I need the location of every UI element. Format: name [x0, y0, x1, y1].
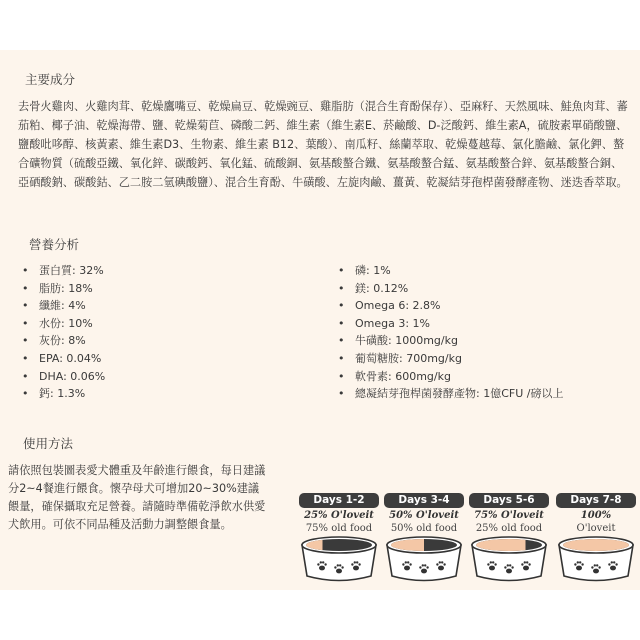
new-food-percent: 25% O'loveit	[304, 510, 374, 521]
ingredients-text: 去骨火雞肉、火雞肉茸、乾燥鷹嘴豆、乾燥扁豆、乾燥豌豆、雞脂肪（混合生育酚保存）、亞麻籽、天然風味、鮭魚肉茸、蕃茄粕、椰子油、乾燥海帶、鹽、乾燥菊苣、磷酸二鈣、維生素（維生素E、菸鹼酸、D-泛酸鈣、維生素A，硫胺素單硝酸鹽、鹽酸吡哆醇、核黃素、維生素D3、生物素、維生素 B12、葉酸）、南瓜籽、絲蘭萃取、乾燥蔓越莓、氯化膽鹼、氯化鉀、螯合礦物質（硫酸亞鐵、氧化鋅、碳酸鈣、氧化錳、硫酸銅、氨基酸螯合鐵、氨基酸螯合錳、氨基酸螯合鋅、氨基酸螯合銅、亞硒酸鈉、碳酸鈷、乙二胺二氫碘酸鹽）、混合生育酚、牛磺酸、左旋肉鹼、薑黃、乾凝結芽孢桿菌發酵產物、迷迭香萃取。	[18, 100, 628, 189]
nutrition-item: • 蛋白質: 32%	[20, 262, 105, 280]
nutrition-item: • 脂肪: 18%	[20, 280, 105, 298]
nutrition-item: • 總凝結芽孢桿菌發酵產物: 1億CFU /磅以上	[336, 385, 563, 403]
nutrition-item: • 鈣: 1.3%	[20, 385, 105, 403]
nutrition-item: • 水份: 10%	[20, 315, 105, 333]
nutrition-item: • 軟骨素: 600mg/kg	[336, 368, 563, 386]
bowl-stage-2	[381, 493, 467, 588]
old-food-percent: 50% old food	[390, 523, 458, 534]
days-label: Days 5-6	[469, 493, 549, 508]
bowl-icon	[466, 536, 552, 586]
bowl-stage-1	[296, 493, 382, 588]
new-food-percent: 50% O'loveit	[389, 510, 459, 521]
nutrition-list-right	[336, 262, 563, 403]
nutrition-item: • 纖維: 4%	[20, 297, 105, 315]
bowl-stage-4	[553, 493, 639, 588]
nutrition-list-left	[20, 262, 105, 403]
days-label: Days 7-8	[556, 493, 636, 508]
new-food-percent: 100%	[580, 510, 612, 521]
old-food-percent: 25% old food	[475, 523, 543, 534]
bowl-icon	[381, 536, 467, 586]
nutrition-item: • Omega 3: 1%	[336, 315, 563, 333]
usage-text: 請依照包裝圖表愛犬體重及年齡進行餵食，每日建議分2~4餐進行餵食。懷孕母犬可增加20~30%建議餵量，確保攝取充足營養。請隨時準備乾淨飲水供愛犬飲用。可依不同品種及活動力調整餵食量。	[8, 464, 266, 531]
new-food-percent: 75% O'loveit	[474, 510, 544, 521]
nutrition-item: • Omega 6: 2.8%	[336, 297, 563, 315]
nutrition-item: • 鎂: 0.12%	[336, 280, 563, 298]
days-label: Days 1-2	[299, 493, 379, 508]
nutrition-item: • 牛磺酸: 1000mg/kg	[336, 332, 563, 350]
nutrition-item: • DHA: 0.06%	[20, 368, 105, 386]
nutrition-heading: 營養分析	[29, 237, 80, 252]
bowl-stage-3	[466, 493, 552, 588]
nutrition-item: • 灰份: 8%	[20, 332, 105, 350]
bowl-icon	[553, 536, 639, 586]
nutrition-item: • 葡萄糖胺: 700mg/kg	[336, 350, 563, 368]
old-food-percent: O'loveit	[576, 523, 616, 534]
nutrition-item: • 磷: 1%	[336, 262, 563, 280]
old-food-percent: 75% old food	[305, 523, 373, 534]
days-label: Days 3-4	[384, 493, 464, 508]
bowl-icon	[296, 536, 382, 586]
usage-heading: 使用方法	[23, 436, 74, 451]
nutrition-item: • EPA: 0.04%	[20, 350, 105, 368]
new-food-fill	[563, 539, 629, 551]
ingredients-heading: 主要成分	[25, 72, 76, 87]
